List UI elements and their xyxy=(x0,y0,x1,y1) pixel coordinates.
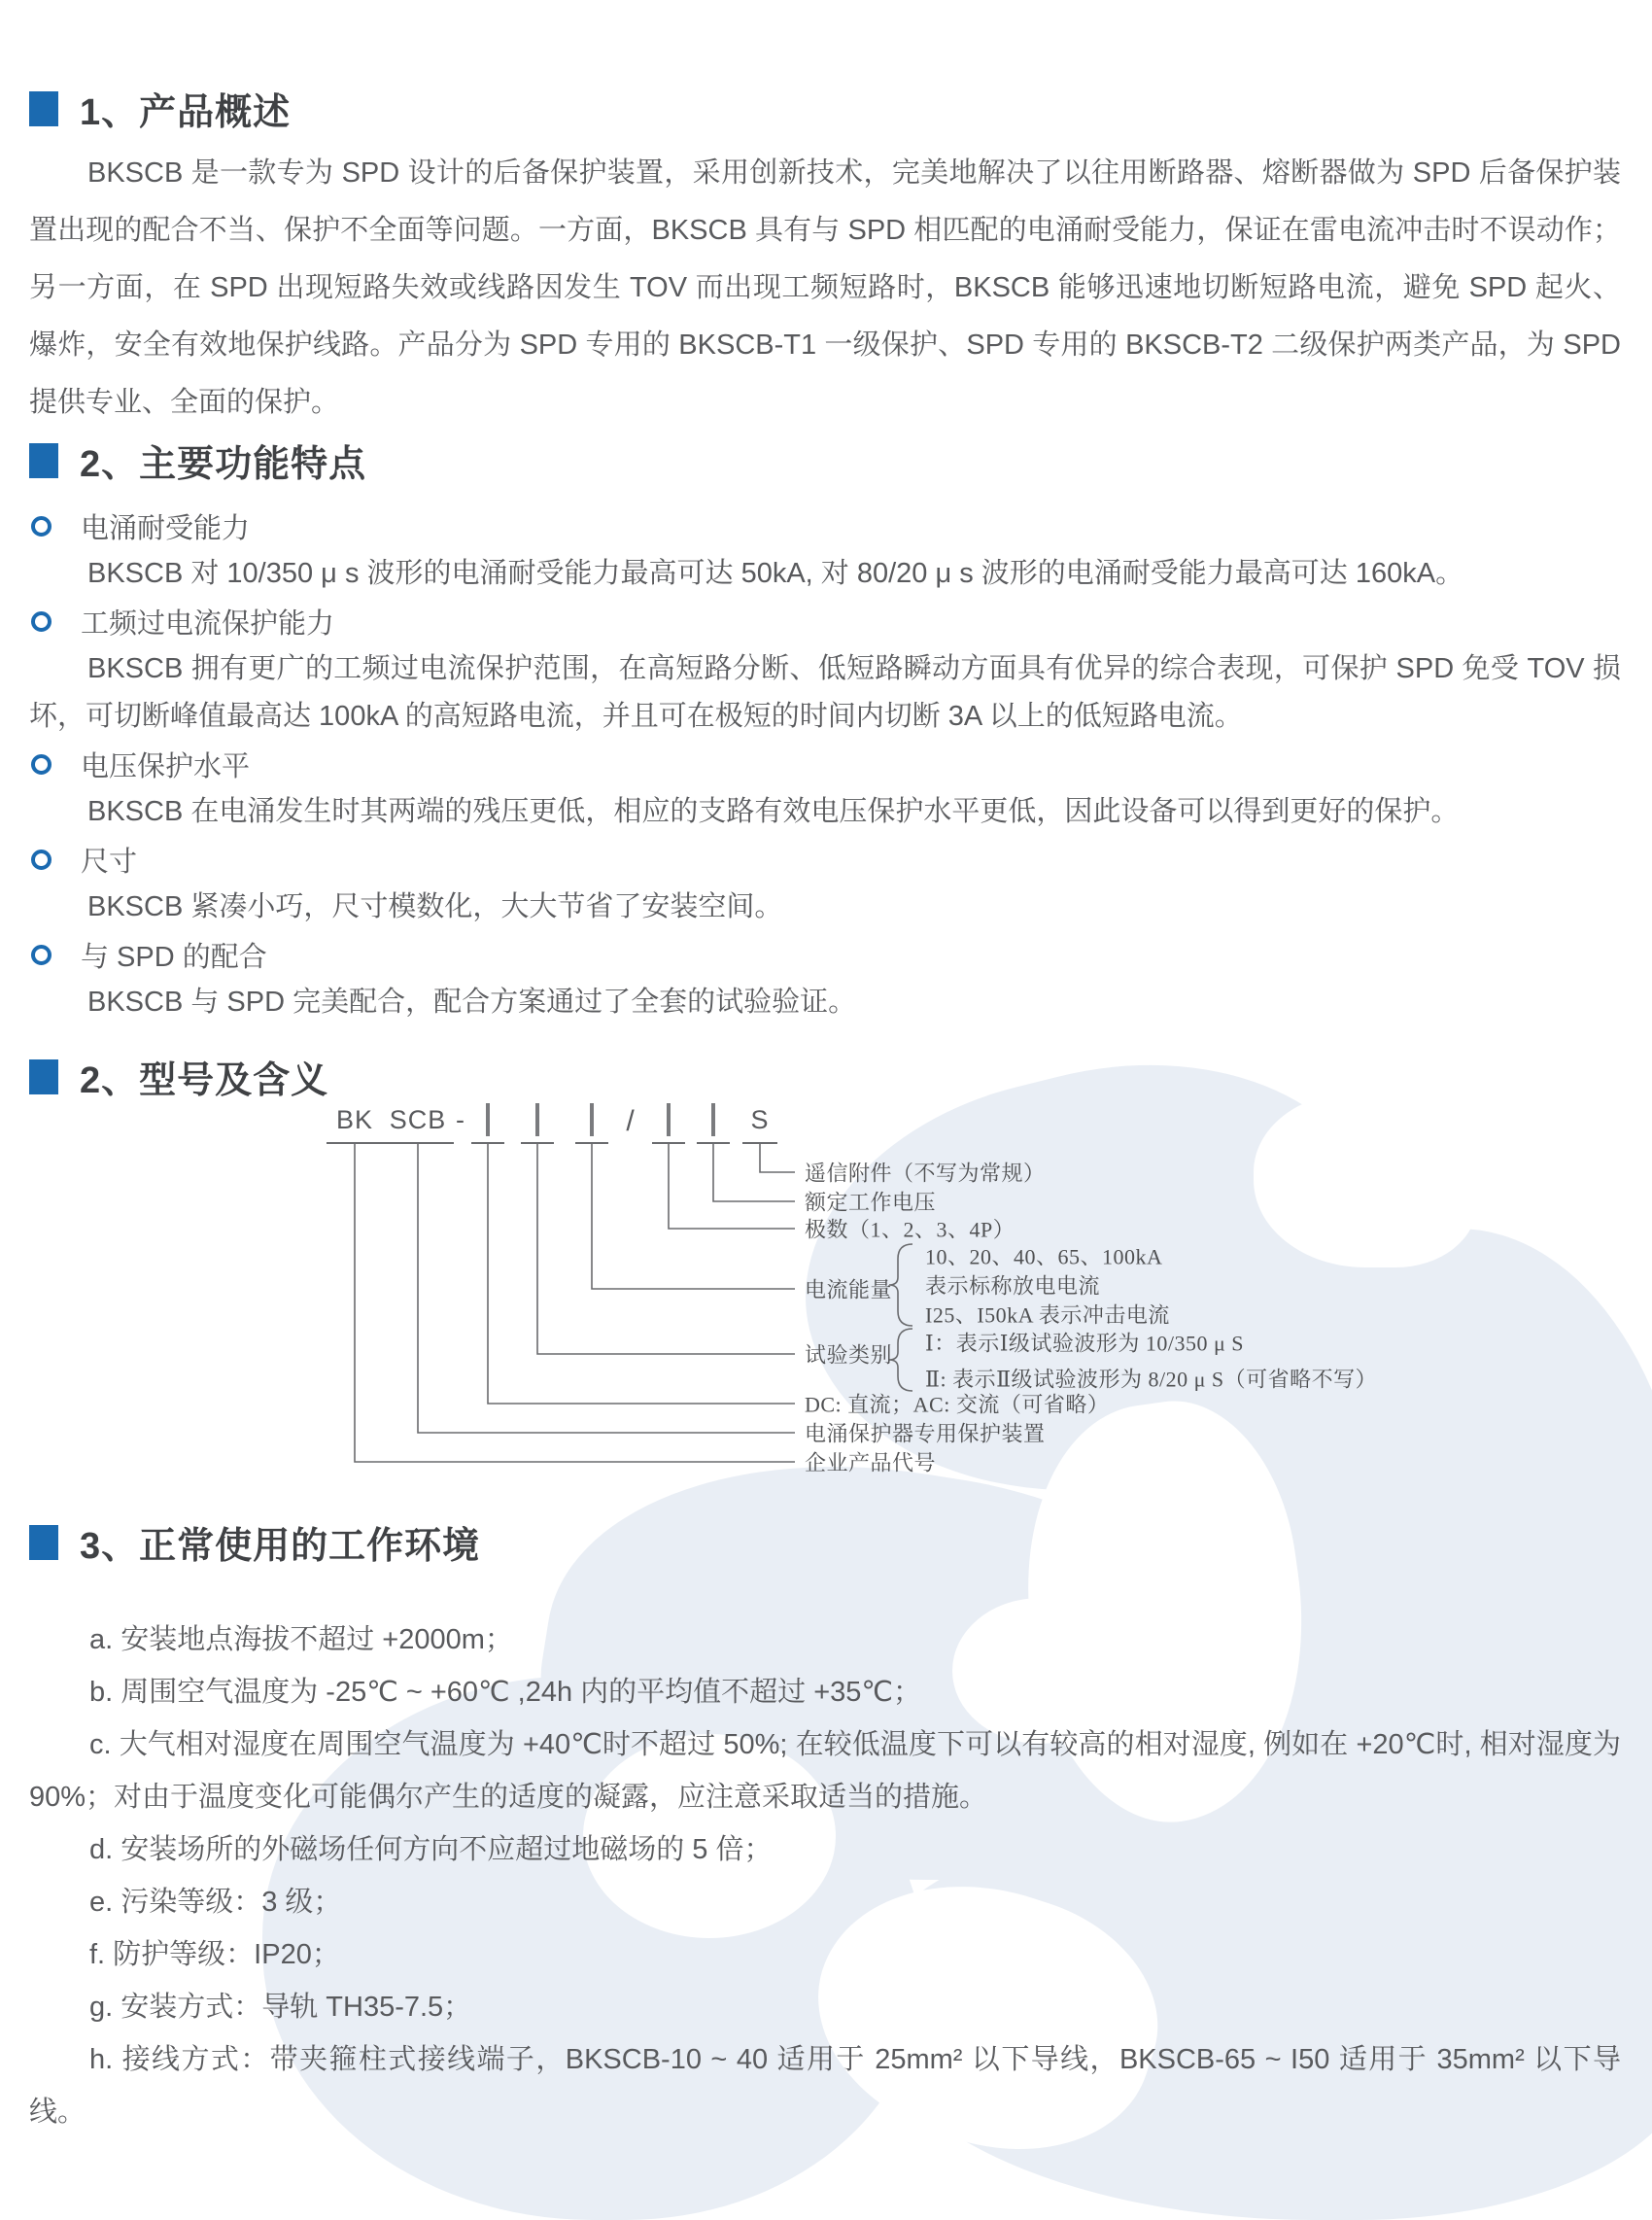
env-item: g. 安装方式：导轨 TH35-7.5； xyxy=(89,1992,472,2023)
section2-heading xyxy=(29,434,1621,487)
section1-heading xyxy=(29,82,1621,135)
model-placeholder-box xyxy=(697,1105,730,1144)
section4-title: 3、正常使用的工作环境 xyxy=(80,1526,481,1567)
brace-icon xyxy=(889,1244,912,1326)
feature-body: BKSCB 拥有更广的工频过电流保护范围，在高短路分断、低短路瞬动方面具有优异的综合表现，可保护 SPD 免受 TOV 损坏，可切断峰值最高达 100kA 的高短路电流，并且可在极短的时间内切断 3A 以上的低短路电流。 xyxy=(29,653,1621,732)
feature-title-row xyxy=(29,741,1621,788)
section4-heading xyxy=(29,1515,1621,1569)
bullet-circle-icon xyxy=(31,945,52,965)
model-current-line: I25、I50kA 表示冲击电流 xyxy=(925,1302,1170,1328)
feature-title-row xyxy=(29,836,1621,884)
section-marker-icon xyxy=(29,1059,58,1094)
environment-list xyxy=(29,1613,1621,2138)
feature-title-row xyxy=(29,503,1621,550)
model-label-test-class: 试验类别 xyxy=(805,1342,893,1368)
section3-heading xyxy=(29,1050,1621,1103)
env-item: c. 大气相对湿度在周围空气温度为 +40℃时不超过 50%; 在较低温度下可以有较高的相对湿度, 例如在 +20℃时, 相对湿度为 90%；对由于温度变化可能偶尔产生的适度的凝露，应注意采取适当的措施。 xyxy=(29,1729,1621,1813)
model-diagram xyxy=(0,1105,1652,1494)
model-label-company-code: 企业产品代号 xyxy=(805,1450,937,1475)
model-test-line: Ⅰ：表示Ⅰ级试验波形为 10/350 μ S xyxy=(925,1331,1245,1356)
model-label-device: 电涌保护器专用保护装置 xyxy=(805,1421,1046,1446)
intro-paragraph: BKSCB 是一款专为 SPD 设计的后备保护装置，采用创新技术，完美地解决了以往用断路器、熔断器做为 SPD 后备保护装置出现的配合不当、保护不全面等问题。一方面，BKSCB 具有与 SPD 相匹配的电涌耐受能力，保证在雷电流冲击时不误动作；另一方面，在 SPD 出现短路失效或线路因发生 TOV 而出现工频短路时，BKSCB 能够迅速地切断短路电流，避免 SPD 起火、爆炸，安全有效地保护线路。产品分为 SPD 专用的 BKSCB-T1 一级保护、SPD 专用的 BKSCB-T2 二级保护两类产品，为 SPD 提供专业、全面的保护。 xyxy=(29,157,1621,418)
section2-title: 2、主要功能特点 xyxy=(80,444,367,485)
brace-icon xyxy=(889,1329,912,1391)
feature-title-row xyxy=(29,598,1621,645)
feature-title: 电压保护水平 xyxy=(81,751,251,782)
model-label-dc-ac: DC: 直流；AC: 交流（可省略） xyxy=(805,1392,1110,1417)
bullet-circle-icon xyxy=(31,516,52,537)
feature-body: BKSCB 对 10/350 μ s 波形的电涌耐受能力最高可达 50kA, 对 80/20 μ s 波形的电涌耐受能力最高可达 160kA。 xyxy=(87,558,1464,589)
section-marker-icon xyxy=(29,443,58,478)
feature-body: BKSCB 在电涌发生时其两端的残压更低，相应的支路有效电压保护水平更低，因此设备可以得到更好的保护。 xyxy=(87,796,1460,827)
bullet-circle-icon xyxy=(31,850,52,870)
section1-title: 1、产品概述 xyxy=(80,92,292,133)
env-item: f. 防护等级：IP20； xyxy=(89,1939,340,1970)
bullet-circle-icon xyxy=(31,754,52,775)
model-placeholder-box xyxy=(652,1105,685,1144)
model-test-line: Ⅱ: 表示Ⅱ级试验波形为 8/20 μ S（可省略不写） xyxy=(925,1367,1378,1392)
feature-title: 尺寸 xyxy=(81,847,138,878)
model-label-telecom: 遥信附件（不写为常规） xyxy=(805,1161,1046,1186)
env-item: h. 接线方式：带夹箍柱式接线端子，BKSCB-10 ~ 40 适用于 25mm² 以下导线，BKSCB-65 ~ I50 适用于 35mm² 以下导线。 xyxy=(29,2044,1621,2128)
feature-title: 与 SPD 的配合 xyxy=(81,942,267,973)
feature-title: 电涌耐受能力 xyxy=(81,513,251,544)
model-label-current-energy: 电流能量 xyxy=(805,1277,893,1302)
feature-body: BKSCB 与 SPD 完美配合，配合方案通过了全套的试验验证。 xyxy=(87,987,857,1018)
env-item: a. 安装地点海拔不超过 +2000m； xyxy=(89,1624,513,1655)
section3-title: 2、型号及含义 xyxy=(80,1060,329,1101)
model-current-line: 表示标称放电电流 xyxy=(925,1273,1101,1299)
feature-list xyxy=(29,503,1621,1026)
model-current-line: 10、20、40、65、100kA xyxy=(925,1244,1163,1269)
model-placeholder-box xyxy=(471,1105,504,1144)
model-placeholder-box xyxy=(575,1105,608,1144)
model-token-suffix: S xyxy=(742,1105,777,1144)
env-item: b. 周围空气温度为 -25℃ ~ +60℃ ,24h 内的平均值不超过 +35℃； xyxy=(89,1677,921,1708)
feature-title: 工频过电流保护能力 xyxy=(81,608,335,640)
env-item: e. 污染等级：3 级； xyxy=(89,1887,342,1918)
feature-title-row xyxy=(29,931,1621,979)
section-marker-icon xyxy=(29,1525,58,1560)
model-label-rated-voltage: 额定工作电压 xyxy=(805,1190,937,1215)
env-item: d. 安装场所的外磁场任何方向不应超过地磁场的 5 倍； xyxy=(89,1834,773,1865)
model-token-series: SCB xyxy=(382,1105,454,1144)
model-label-poles: 极数（1、2、3、4P） xyxy=(805,1217,1015,1242)
model-dash: - xyxy=(456,1105,465,1134)
model-slash: / xyxy=(626,1105,636,1137)
model-placeholder-box xyxy=(521,1105,554,1144)
feature-body: BKSCB 紧凑小巧，尺寸模数化，大大节省了安装空间。 xyxy=(87,891,783,922)
section-marker-icon xyxy=(29,91,58,126)
bullet-circle-icon xyxy=(31,611,52,632)
model-token-prefix: BK xyxy=(327,1105,383,1144)
